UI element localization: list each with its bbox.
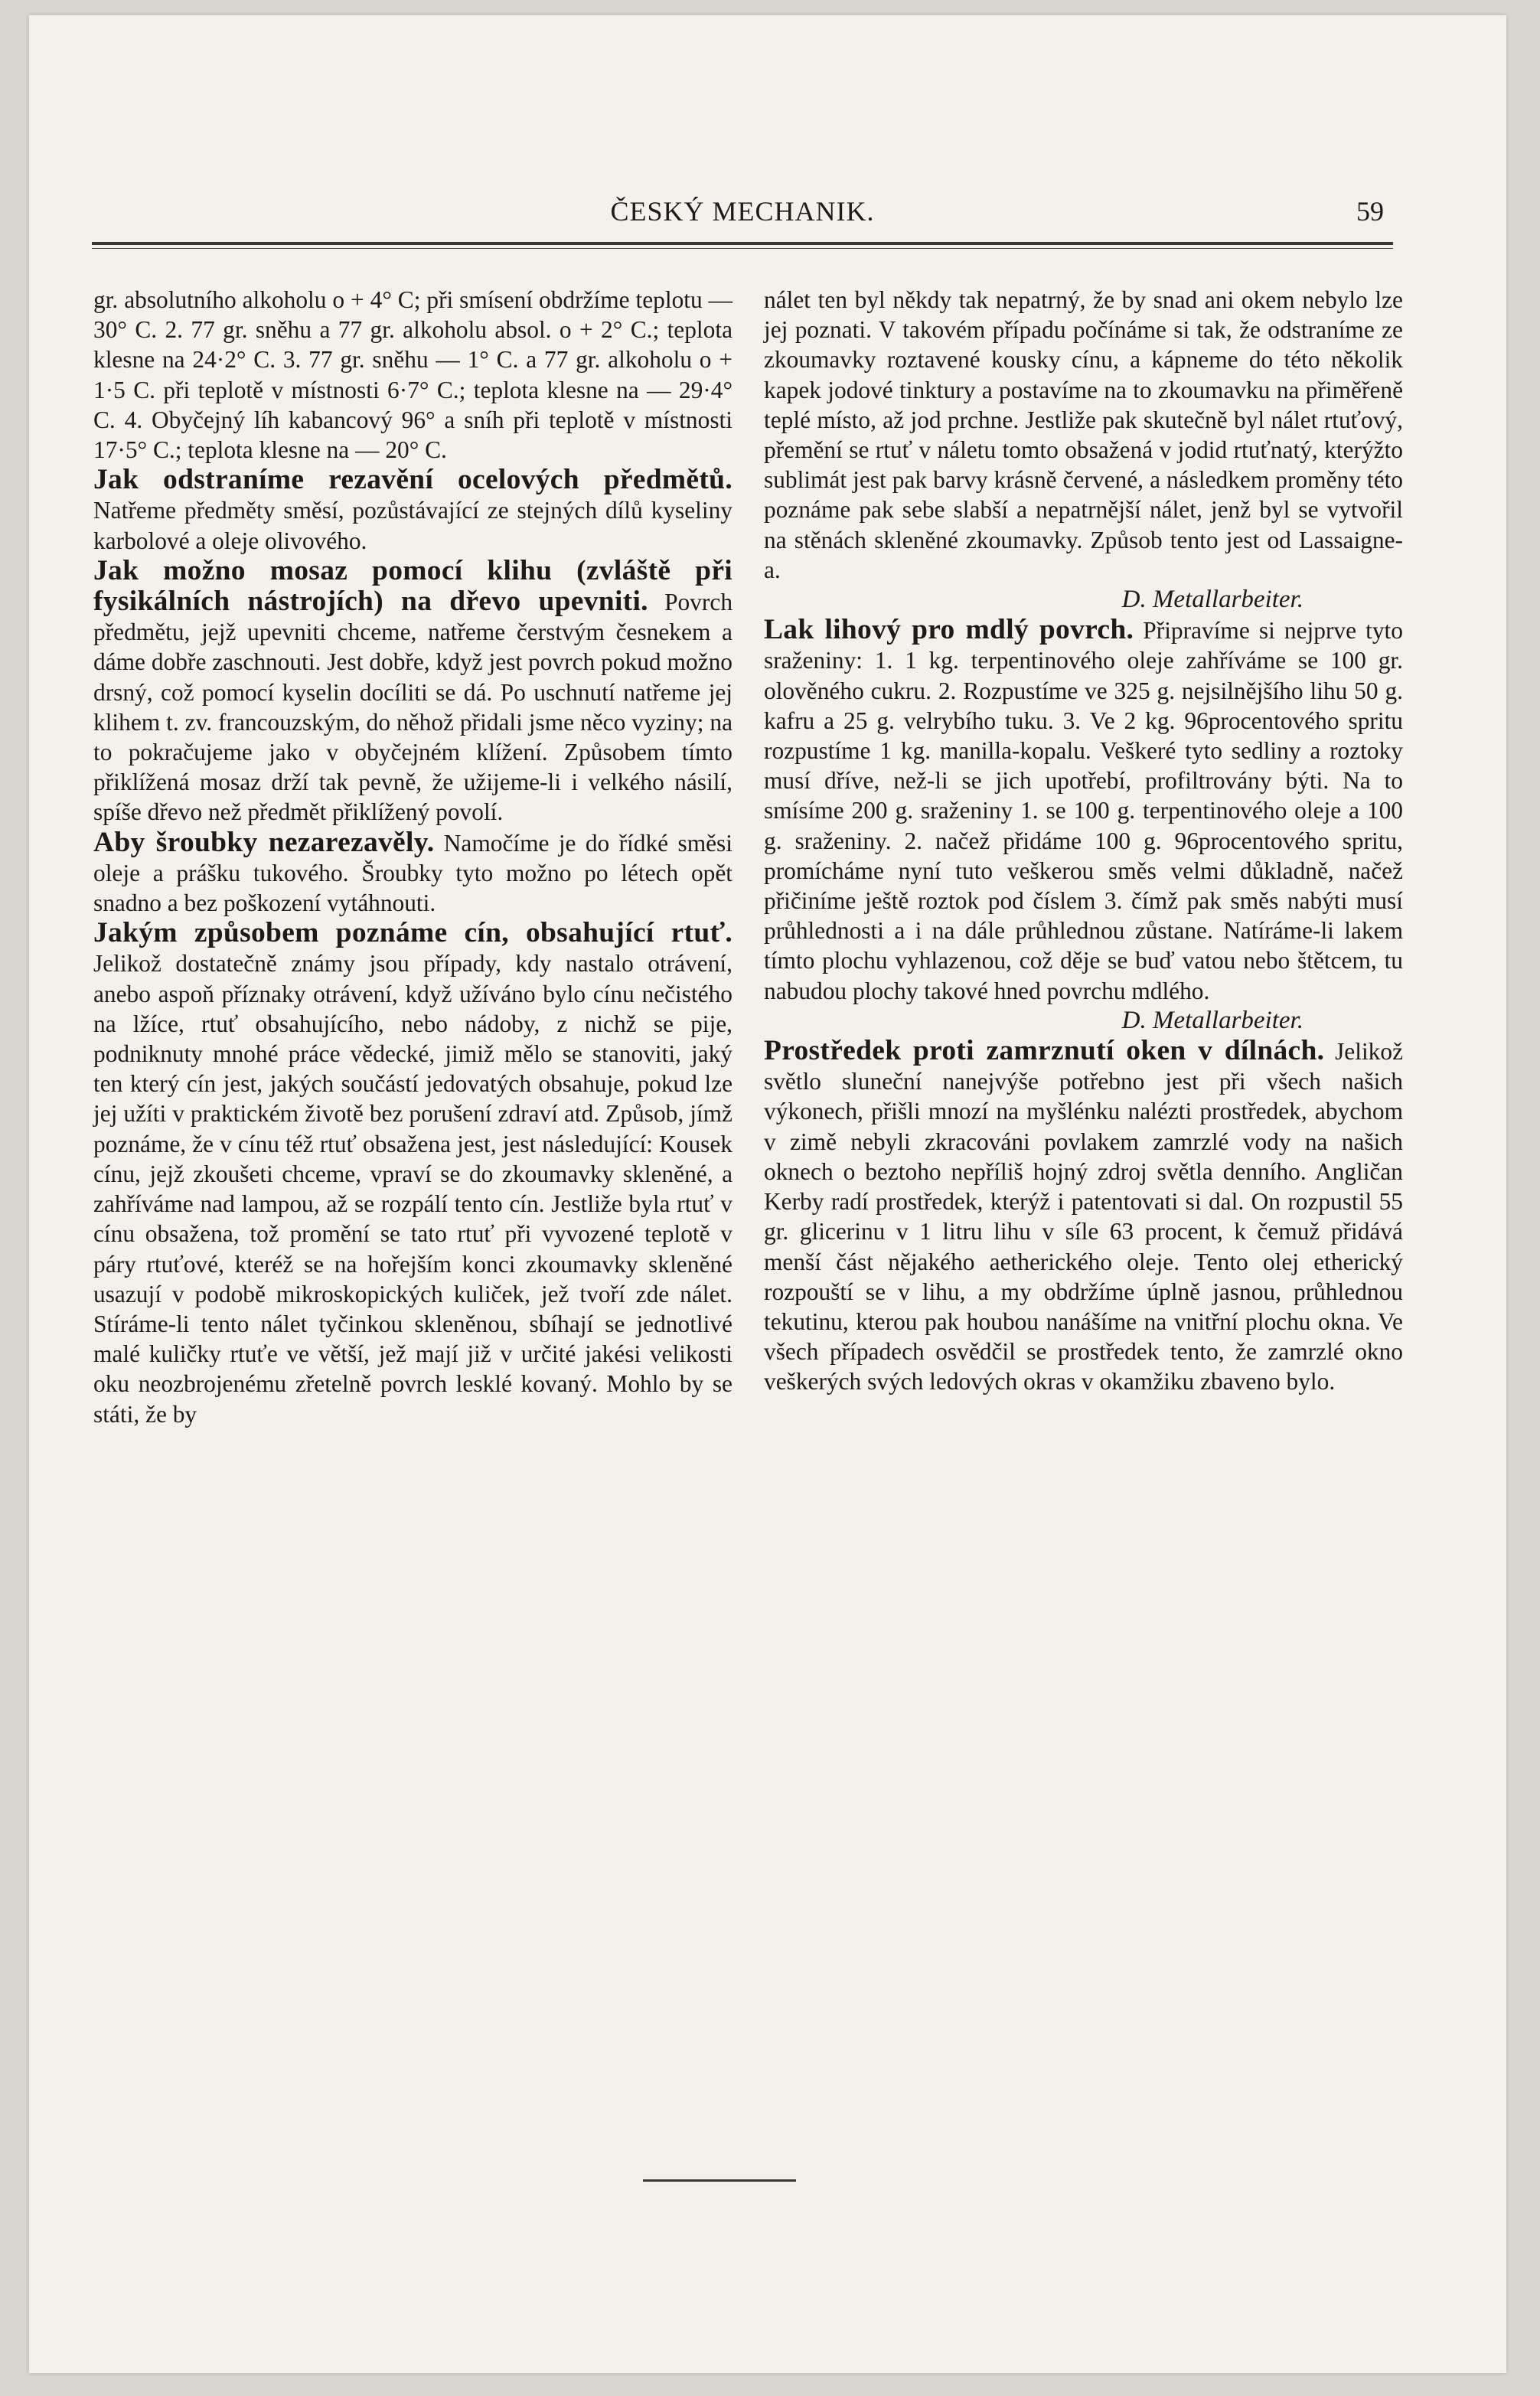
article-matte-lacquer (764, 615, 1403, 1006)
article-rust-removal (93, 465, 732, 556)
article-heading: Jak odstraníme rezavění ocelových předmětů. (93, 464, 732, 496)
article-screws (93, 828, 732, 919)
article-body: Připravíme si nejprve tyto sraženiny: 1. 1 kg. terpentinového oleje zahříváme se 100 gr. olověného cukru. 2. Rozpustíme ve 325 g. nejsilnějšího lihu 50 g. kafru a 25 g. velrybího tuku. 3. Ve 2 kg. 96procentového spritu rozpustíme 1 kg. manilla-kopalu. Veškeré tyto sedliny a roztoky musí dříve, než-li se jich upotřebí, profiltrovány býti. Na to smísíme 200 g. sraženiny 1. se 100 g. terpentinového oleje a 100 g. sraženiny. 2. načež přidáme 100 g. 96procentového spritu, promícháme nyní tuto veškerou směs velmi důkladně, načež přičiníme ještě roztok pod číslem 3. čímž pak směs nabýti musí průhlednosti a i na dále průhlednou zůstane. Natíráme-li lakem tímto plochu vyhlazenou, což děje se buď vatou nebo štětcem, tu nabudou plochy takové hned povrchu mdlého. (764, 617, 1403, 1004)
paragraph-tin-continued: nálet ten byl někdy tak nepatrný, že by snad ani okem nebylo lze jej poznati. V takovém případu počínáme si tak, že odstraníme ze zkoumavky roztavené kousky cínu, a kápneme do této několik kapek jodové tinktury a postavíme na to zkoumavku na přiměřeně teplé místo, až jod prchne. Jestliže pak skutečně byl nálet rtuťový, přemění se rtuť v náletu tomto obsažená v jodid rtuťnatý, kterýžto sublimát jest pak barvy krásně červené, a následkem proměny této poznáme pak sebe slabší a nepatrnější nálet, jenž byl se vytvořil na stěnách skleněné zkoumavky. Způsob tento jest od Lassaigne-a. (764, 286, 1403, 583)
header-rule-thin (92, 248, 1393, 249)
right-column (764, 285, 1403, 1397)
article-brass-glue (93, 556, 732, 828)
article-heading: Aby šroubky nezarezavěly. (93, 826, 435, 858)
article-body: Natřeme předměty směsí, pozůstávající ze stejných dílů kyseliny karbolové a oleje olivového. (93, 497, 732, 554)
running-header (92, 195, 1393, 233)
article-heading: Lak lihový pro mdlý povrch. (764, 614, 1134, 646)
article-body: Jelikož dostatečně známy jsou případy, kdy nastalo otrávení, anebo aspoň příznaky otrávení, když užíváno bylo cínu nečistého na lžíce, rtuť obsahujícího, nebo nádoby, z nichž se pije, podniknuty mnohé práce vědecké, jimiž mělo se stanoviti, jaký ten který cín jest, jakých součástí jedovatých obsahuje, pokud lze jej užíti v praktickém životě bez porušení zdraví atd. Způsob, jímž poznáme, že v cínu též rtuť obsažena jest, jest následující: Kousek cínu, jejž zkoušeti chceme, vpraví se do zkoumavky skleněné, a zahříváme nad lampou, až se rozpálí tento cín. Jestliže byla rtuť v cínu obsažena, tož promění se tato rtuť při vyvozené teplotě v páry rtuťové, kteréž se na hořejším konci zkoumavky skleněné usazují v podobě mikroskopických kuliček, jež tvoří zde nálet. Stíráme-li tento nálet tyčinkou skleněnou, sbíhají se jednotlivé malé kuličky rtuťe ve větší, jež mají již v určité jakési velikosti oku neozbrojenému zřetelně povrch lesklé kovaný. Mohlo by se státi, že by (93, 950, 732, 1428)
article-heading: Prostředek proti zamrznutí oken v dílnách. (764, 1035, 1325, 1067)
journal-title: ČESKÝ MECHANIK. (610, 196, 875, 227)
article-body: Namočíme je do řídké směsi oleje a prášku tukového. Šroubky tyto možno po létech opět snadno a bez poškození vytáhnouti. (93, 829, 732, 917)
source-signature: D. Metallarbeiter. (1121, 1006, 1303, 1034)
header-rule (92, 242, 1393, 245)
article-heading: Jak možno mosaz pomocí klihu (zvláště při fysikálních nástrojích) na dřevo upevniti. (93, 554, 732, 618)
article-heading: Jakým způsobem poznáme cín, obsahující rtuť. (93, 917, 732, 949)
end-ornament-rule (643, 2178, 796, 2182)
left-column (93, 285, 732, 1429)
page-number: 59 (1356, 196, 1384, 227)
article-body: Jelikož světlo sluneční nanejvýše potřebno jest při všech našich výkonech, přišli mnozí na myšlénku nalézti prostředek, abychom v zimě nebyli zkracováni povlakem zamrzlé vody na našich oknech o beztoho nepříliš hojný zdroj světla denního. Angličan Kerby radí prostředek, kterýž i patentovati si dal. On rozpustil 55 gr. glicerinu v 1 litru lihu v síle 63 procent, k čemuž přidává menší část nějakého aetherického oleje. Tento olej etherický rozpouští se v lihu, a my obdržíme úplně jasnou, průhlednou tekutinu, kterou pak houbou nanášíme na vnitřní plochu okna. Ve všech případech osvědčil se prostředek tento, že zamrzlé okno veškerých svých ledových okras v okamžiku zbaveno bylo. (764, 1038, 1403, 1395)
article-window-frost (764, 1036, 1403, 1396)
article-tin-mercury (93, 918, 732, 1428)
article-body: Povrch předmětu, jejž upevniti chceme, natřeme čerstvým česnekem a dáme dobře zaschnouti. Jest dobře, když jest povrch pokud možno drsný, což pomocí kyselin docíliti se dá. Po uschnutí natřeme jej klihem t. zv. francouzským, do něhož přidali jsme něco vyziny; na to pokračujeme jako v obyčejném klížení. Způsobem tímto přiklížená mosaz drží tak pevně, že užijeme-li i velkého násilí, spíše dřevo než předmět přiklížený povolí. (93, 589, 733, 826)
paragraph-cooling-mixtures: gr. absolutního alkoholu o + 4° C; při smísení obdržíme teplotu — 30° C. 2. 77 gr. sněhu a 77 gr. alkoholu absol. o + 2° C.; teplota klesne na 24·2° C. 3. 77 gr. sněhu — 1° C. a 77 gr. alkoholu o + 1·5 C. při teplotě v místnosti 6·7° C.; teplota klesne na — 29·4° C. 4. Obyčejný líh kabancový 96° a sníh při teplotě v místnosti 17·5° C.; teplota klesne na — 20° C. (93, 286, 732, 464)
source-signature: D. Metallarbeiter. (1121, 586, 1303, 614)
